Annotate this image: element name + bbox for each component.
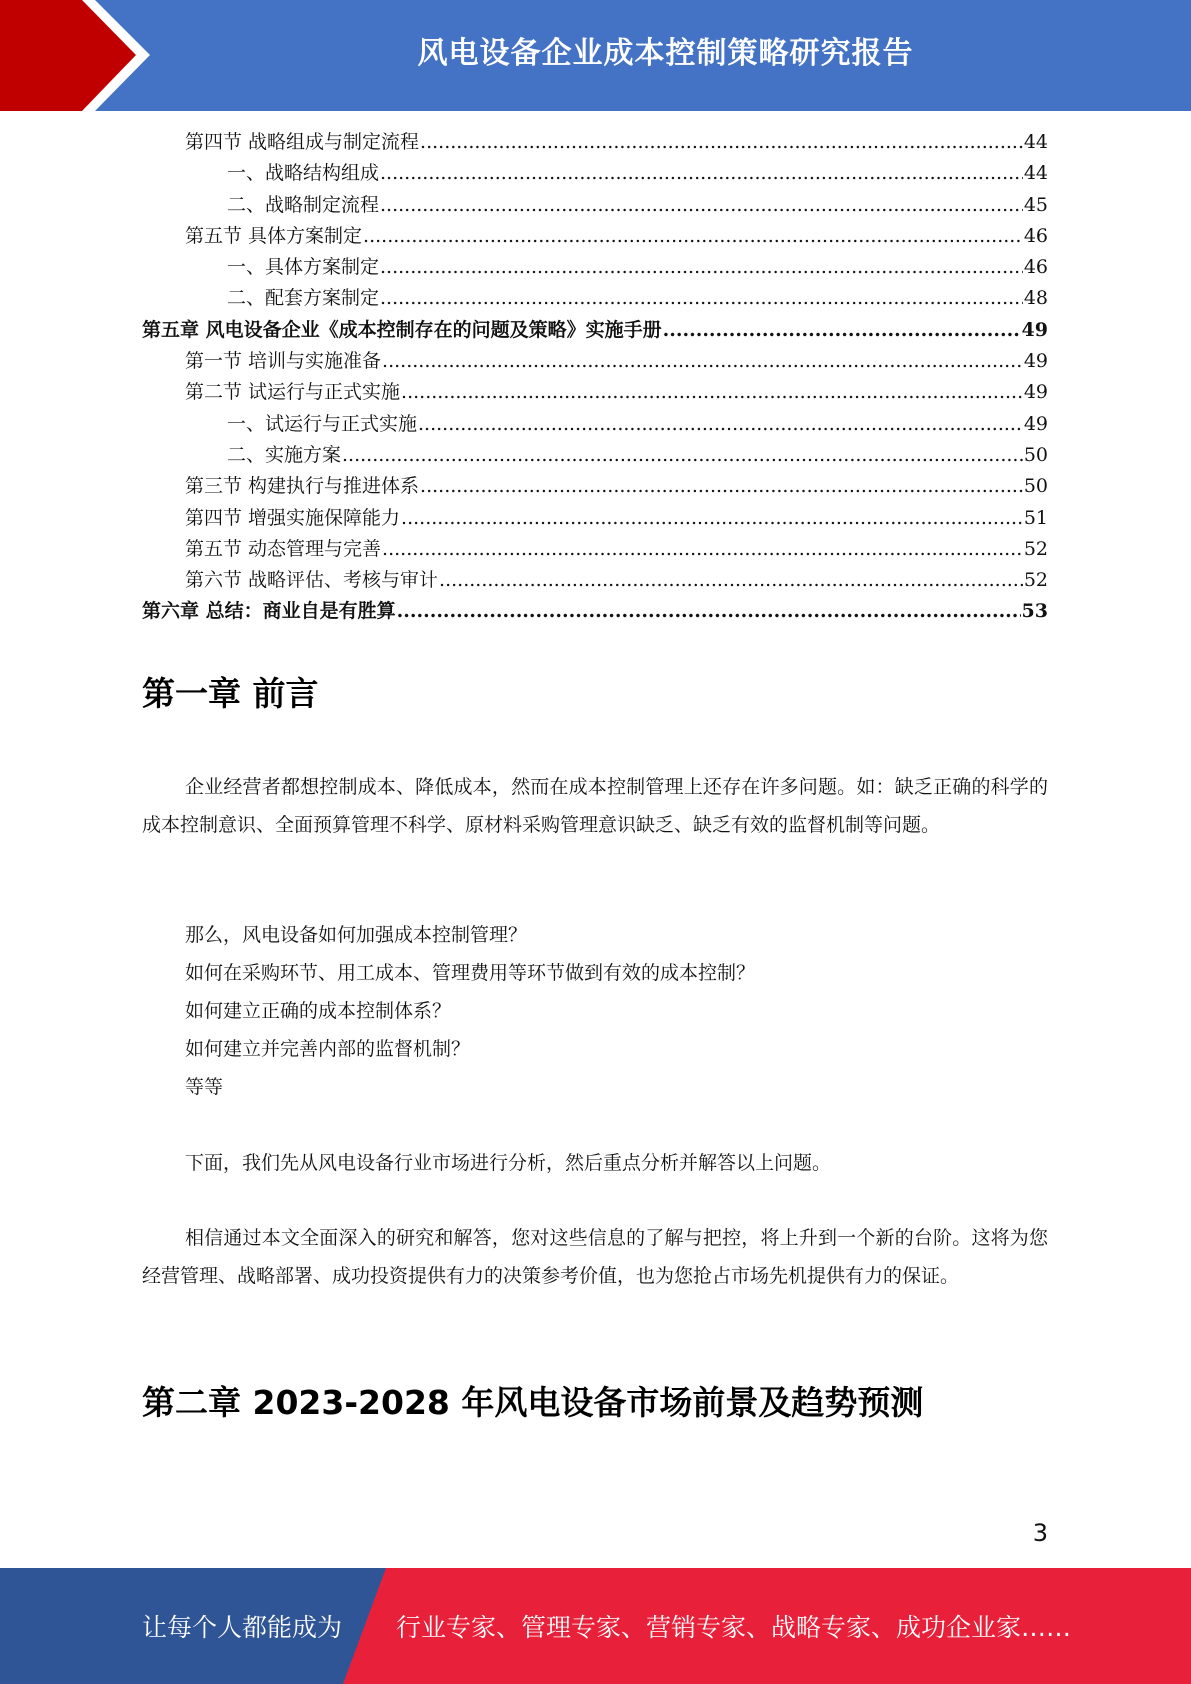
footer-slogan-right: 行业专家、管理专家、营销专家、战略专家、成功企业家…… bbox=[396, 1613, 1072, 1642]
toc-entry-page: 46 bbox=[1023, 224, 1048, 247]
toc-entry-label: 第五章 风电设备企业《成本控制存在的问题及策略》实施手册 bbox=[142, 318, 662, 341]
toc-leader-dots bbox=[418, 409, 1023, 440]
toc-leader-dots bbox=[663, 315, 1021, 346]
toc-entry[interactable] bbox=[142, 158, 1048, 189]
toc-entry-page: 49 bbox=[1023, 412, 1048, 435]
toc-entry[interactable] bbox=[142, 346, 1048, 377]
toc-entry[interactable] bbox=[142, 471, 1048, 502]
toc-entry-page: 52 bbox=[1023, 569, 1048, 592]
toc-entry-label: 第三节 构建执行与推进体系 bbox=[185, 475, 420, 498]
toc-leader-dots bbox=[382, 534, 1023, 565]
toc-entry-page: 48 bbox=[1023, 287, 1048, 310]
question-item: 如何建立正确的成本控制体系？ bbox=[185, 1000, 452, 1022]
toc-entry-label: 第五节 动态管理与完善 bbox=[185, 537, 382, 560]
toc-entry[interactable] bbox=[142, 127, 1048, 158]
toc-entry-label: 二、配套方案制定 bbox=[227, 287, 380, 310]
footer-slogan-left: 让每个人都能成为 bbox=[142, 1613, 343, 1642]
toc-entry-label: 第六节 战略评估、考核与审计 bbox=[185, 569, 439, 592]
toc-entry-page: 53 bbox=[1021, 600, 1048, 623]
toc-entry-page: 46 bbox=[1023, 256, 1048, 279]
toc-leader-dots bbox=[380, 158, 1023, 189]
toc-entry[interactable] bbox=[142, 377, 1048, 408]
toc-leader-dots bbox=[401, 377, 1023, 408]
toc-leader-dots bbox=[439, 565, 1023, 596]
toc-entry-label: 一、具体方案制定 bbox=[227, 256, 380, 279]
chapter-1-para3 bbox=[142, 1219, 1048, 1295]
page-footer bbox=[0, 1568, 1191, 1684]
toc-entry-page: 49 bbox=[1023, 381, 1048, 404]
toc-entry[interactable] bbox=[142, 409, 1048, 440]
toc-entry[interactable] bbox=[142, 503, 1048, 534]
question-item: 那么，风电设备如何加强成本控制管理？ bbox=[185, 924, 528, 946]
toc-entry-page: 52 bbox=[1023, 537, 1048, 560]
toc-leader-dots bbox=[420, 471, 1023, 502]
toc-entry-page: 49 bbox=[1021, 318, 1048, 341]
question-item: 等等 bbox=[185, 1076, 224, 1098]
toc-entry[interactable] bbox=[142, 190, 1048, 221]
question-item: 如何建立并完善内部的监督机制？ bbox=[185, 1038, 471, 1060]
question-list bbox=[142, 916, 1048, 1106]
intro-paragraph: 企业经营者都想控制成本、降低成本，然而在成本控制管理上还存在许多问题。如：缺乏正确的科学的成本控制意识、全面预算管理不科学、原材料采购管理意识缺乏、缺乏有效的监督机制等问题。 bbox=[142, 776, 1048, 836]
toc-entry[interactable] bbox=[142, 596, 1048, 627]
chapter-1-intro bbox=[142, 768, 1048, 844]
toc-entry-page: 51 bbox=[1023, 506, 1048, 529]
toc-entry-page: 44 bbox=[1023, 131, 1048, 153]
toc-entry-label: 一、试运行与正式实施 bbox=[227, 412, 418, 435]
toc-entry-page: 50 bbox=[1023, 443, 1048, 466]
header-chevron-icon bbox=[0, 0, 150, 111]
chapter-1-heading: 第一章 前言 bbox=[142, 674, 319, 713]
chapter-1-para2 bbox=[142, 1144, 1048, 1182]
body-paragraph: 下面，我们先从风电设备行业市场进行分析，然后重点分析并解答以上问题。 bbox=[185, 1152, 832, 1174]
toc-entry[interactable] bbox=[142, 565, 1048, 596]
toc-entry-page: 50 bbox=[1023, 475, 1048, 498]
toc-entry-label: 二、实施方案 bbox=[227, 443, 342, 466]
toc-entry-label: 第六章 总结：商业自是有胜算 bbox=[142, 600, 396, 623]
toc-leader-dots bbox=[420, 127, 1023, 158]
toc-entry-label: 第四节 增强实施保障能力 bbox=[185, 506, 401, 529]
toc-leader-dots bbox=[401, 503, 1023, 534]
toc-leader-dots bbox=[380, 252, 1023, 283]
toc-entry[interactable] bbox=[142, 252, 1048, 283]
report-title: 风电设备企业成本控制策略研究报告 bbox=[417, 36, 914, 71]
question-item: 如何在采购环节、用工成本、管理费用等环节做到有效的成本控制？ bbox=[185, 962, 756, 984]
toc-entry-page: 44 bbox=[1023, 162, 1048, 185]
toc-entry[interactable] bbox=[142, 440, 1048, 471]
table-of-contents bbox=[142, 127, 1048, 628]
toc-entry-label: 第二节 试运行与正式实施 bbox=[185, 381, 401, 404]
toc-leader-dots bbox=[380, 283, 1023, 314]
toc-leader-dots bbox=[342, 440, 1023, 471]
chapter-2-heading: 第二章 2023-2028 年风电设备市场前景及趋势预测 bbox=[142, 1383, 924, 1422]
toc-entry-page: 49 bbox=[1023, 350, 1048, 373]
toc-entry[interactable] bbox=[142, 534, 1048, 565]
toc-leader-dots bbox=[363, 221, 1023, 252]
toc-entry[interactable] bbox=[142, 221, 1048, 252]
body-paragraph: 相信通过本文全面深入的研究和解答，您对这些信息的了解与把控，将上升到一个新的台阶。这将为您经营管理、战略部署、成功投资提供有力的决策参考价值，也为您抢占市场先机提供有力的保证。 bbox=[142, 1227, 1048, 1287]
toc-entry[interactable] bbox=[142, 283, 1048, 314]
toc-entry-label: 第四节 战略组成与制定流程 bbox=[185, 131, 420, 153]
toc-leader-dots bbox=[380, 190, 1023, 221]
page-number: 3 bbox=[1032, 1519, 1048, 1547]
toc-entry-label: 第五节 具体方案制定 bbox=[185, 224, 363, 247]
toc-entry-label: 一、战略结构组成 bbox=[227, 162, 380, 185]
page-header bbox=[0, 0, 1191, 111]
toc-entry-label: 二、战略制定流程 bbox=[227, 193, 380, 216]
toc-entry-label: 第一节 培训与实施准备 bbox=[185, 350, 382, 373]
toc-entry[interactable] bbox=[142, 315, 1048, 346]
toc-entry-page: 45 bbox=[1023, 193, 1048, 216]
toc-leader-dots bbox=[382, 346, 1023, 377]
toc-leader-dots bbox=[397, 596, 1021, 627]
